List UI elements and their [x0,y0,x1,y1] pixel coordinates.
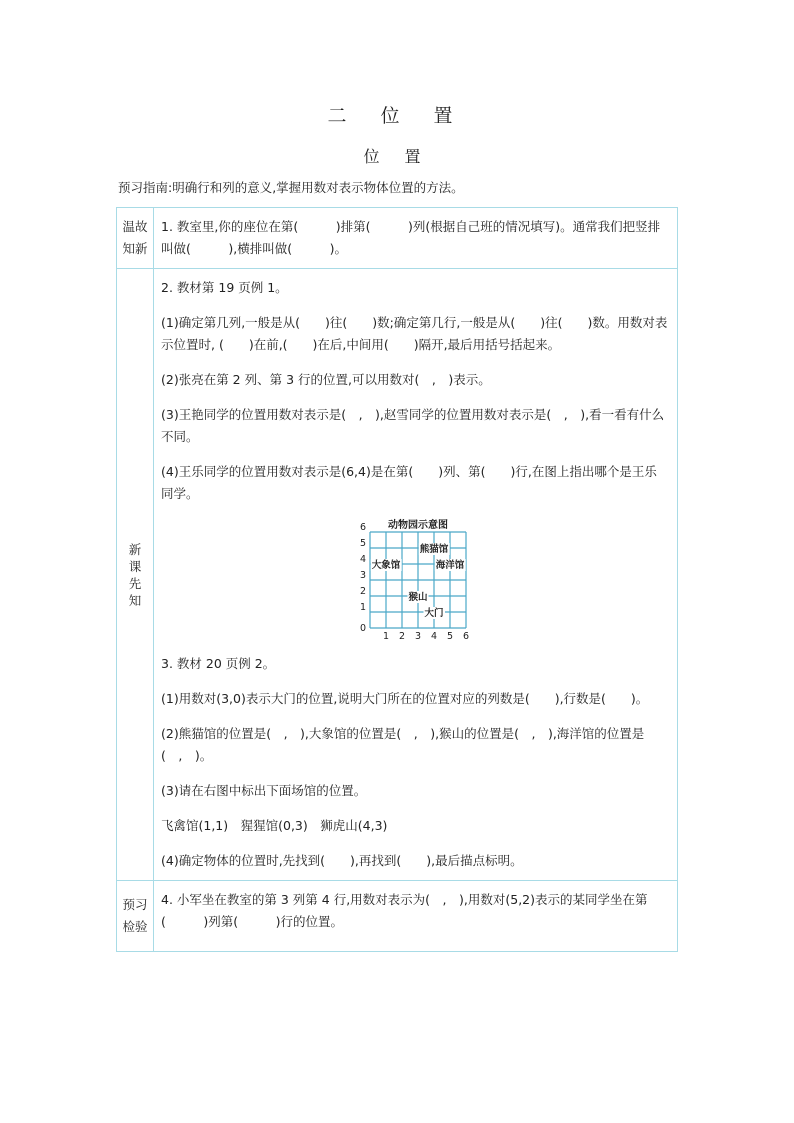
new-lesson-row [117,269,678,881]
question-2-1: (1)确定第几列,一般是从( )往( )数;确定第几行,一般是从( )往( )数。用数对表示位置时, ( )在前,( )在后,中间用( )隔开,最后用括号括起来。 [161,315,668,352]
x-tick-label: 1 [382,631,390,640]
review-content [154,208,678,269]
y-tick-label: 0 [359,623,366,634]
question-3-1: (1)用数对(3,0)表示大门的位置,说明大门所在的位置对应的列数是( ),行数是( )。 [161,691,649,706]
y-tick-label: 5 [359,538,366,549]
question-2: 2. 教材第 19 页例 1。 [161,280,288,295]
x-tick-label: 4 [430,631,438,640]
x-tick-label: 6 [462,631,470,640]
review-row [117,208,678,269]
question-3-3: (3)请在右图中标出下面场馆的位置。 [161,783,367,798]
y-tick-label: 2 [359,586,366,597]
map-venue-label: 猴山 [408,592,428,603]
new-lesson-label: 新 课 先 知 [117,269,154,881]
chart-title: 动物园示意图 [388,520,448,531]
check-row [117,881,678,952]
x-tick-label: 2 [398,631,406,640]
map-venue-label: 海洋馆 [435,560,465,571]
map-venue-label: 大象馆 [371,560,401,571]
review-label: 温故 知新 [117,208,154,269]
y-tick-label: 3 [359,570,366,581]
page-title: 二 位 置 [327,105,467,127]
y-tick-label: 4 [359,554,366,565]
check-label: 预习 检验 [117,881,154,952]
venue-list: 飞禽馆(1,1) 猩猩馆(0,3) 狮虎山(4,3) [161,818,388,833]
question-2-3: (3)王艳同学的位置用数对表示是( , ),赵雪同学的位置用数对表示是( , ),看一看有什么不同。 [161,407,665,444]
x-tick-label: 3 [414,631,422,640]
new-lesson-content [154,269,678,881]
check-content [154,881,678,952]
question-4: 4. 小军坐在教室的第 3 列第 4 行,用数对表示为( , ),用数对(5,2)表示的某同学坐在第( )列第( )行的位置。 [161,892,648,929]
preview-guide: 预习指南:明确行和列的意义,掌握用数对表示物体位置的方法。 [118,180,464,195]
map-venue-label: 熊猫馆 [419,544,449,555]
worksheet-table [116,207,678,952]
y-tick-label: 1 [359,602,366,613]
x-tick-label: 5 [446,631,454,640]
question-2-4: (4)王乐同学的位置用数对表示是(6,4)是在第( )列、第( )行,在图上指出哪个是王乐同学。 [161,464,657,501]
zoo-map-chart [350,518,480,640]
question-3-4: (4)确定物体的位置时,先找到( ),再找到( ),最后描点标明。 [161,853,523,868]
section-subtitle: 位 置 [363,147,431,166]
zoo-map-figure [161,518,669,643]
question-2-2: (2)张亮在第 2 列、第 3 行的位置,可以用数对( , )表示。 [161,372,491,387]
question-3: 3. 教材 20 页例 2。 [161,656,276,671]
question-3-2: (2)熊猫馆的位置是( , ),大象馆的位置是( , ),猴山的位置是( , ),海洋馆的位置是( , )。 [161,726,645,763]
map-venue-label: 大门 [424,608,444,619]
question-1: 1. 教室里,你的座位在第( )排第( )列(根据自己班的情况填写)。通常我们把竖排叫做( ),横排叫做( )。 [161,219,661,256]
y-tick-label: 6 [359,522,366,533]
